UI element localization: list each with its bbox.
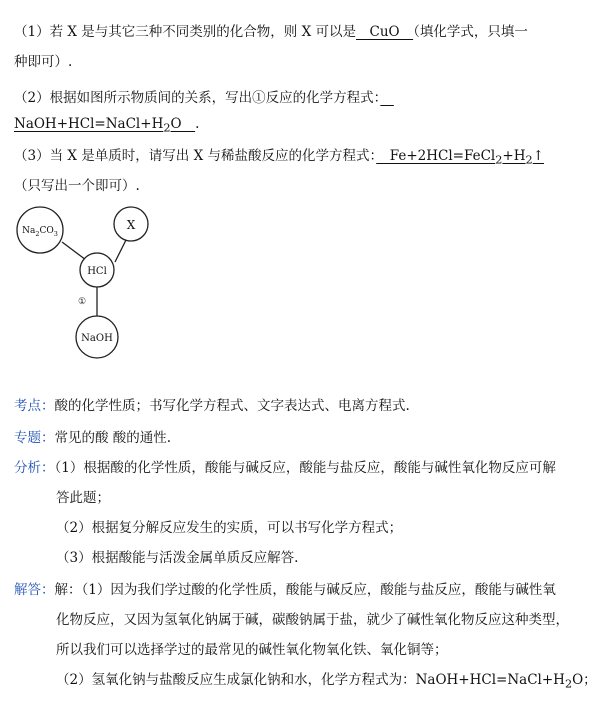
jieda-line3: 所以我们可以选择学过的最常见的碱性氧化物氧化铁、氧化铜等；: [56, 642, 448, 658]
jieda-line2: 化物反应，又因为氢氧化钠属于碱，碳酸钠属于盐，就少了碱性氧化物反应这种类型，: [56, 612, 569, 628]
jieda-line4: [56, 670, 597, 695]
jieda-text-4-end: O；: [572, 672, 597, 688]
jieda-line1: [14, 580, 556, 600]
label-na2co3: $Na_2CO_3$: [22, 226, 58, 238]
label-x: X: [126, 218, 136, 232]
kaodian-label: 考点：: [14, 398, 55, 414]
zhuanti-line: [14, 428, 171, 448]
q1-text: （1）若 X 是与其它三种不同类别的化合物，则 X 可以是: [14, 24, 356, 40]
q3-text: （3）当 X 是单质时，请写出 X 与稀盐酸反应的化学方程式：: [14, 148, 377, 164]
reaction-diagram: [10, 200, 180, 360]
label-hcl: HCl: [87, 266, 107, 277]
q2-eq-sub: 2: [163, 121, 171, 135]
q2-line1: [14, 88, 394, 108]
fenxi-text-1: （1）根据酸的化学性质，酸能与碱反应，酸能与盐反应，酸能与碱性氧化物反应可解: [54, 460, 556, 476]
q3-eq2: +H: [502, 148, 526, 164]
q3-line1: [14, 146, 544, 171]
q1-answer: CuO: [355, 24, 414, 40]
q2-blank-lead: [380, 90, 394, 106]
q3-sub1: 2: [495, 153, 503, 167]
reaction-mark: ①: [77, 297, 87, 307]
fenxi-label: 分析：: [14, 460, 55, 476]
zhuanti-label: 专题：: [14, 430, 55, 446]
kaodian-line: [14, 396, 410, 416]
q3-line2: （只写出一个即可）.: [14, 178, 140, 194]
jieda-text-4: （2）氢氧化钠与盐酸反应生成氯化钠和水，化学方程式为：NaOH+HCl=NaCl+H: [56, 672, 565, 688]
q1-text-b: （填化学式，只填一: [413, 24, 528, 40]
fenxi-line1: [14, 458, 556, 478]
q3-sub2: 2: [525, 153, 533, 167]
jieda-text-4-sub: 2: [564, 677, 573, 691]
jieda-text-1: 解：（1）因为我们学过酸的化学性质，酸能与碱反应，酸能与盐反应，酸能与碱性氧: [54, 582, 556, 598]
zhuanti-text: 常见的酸 酸的通性.: [54, 430, 172, 446]
fenxi-line2: 答此题；: [56, 490, 110, 506]
q2-line2: [14, 114, 199, 139]
q1-line1: [14, 22, 528, 42]
q1-line2: 种即可）.: [14, 54, 73, 70]
q2-text: （2）根据如图所示物质间的关系，写出①反应的化学方程式：: [14, 90, 381, 106]
q2-answer: [14, 116, 196, 135]
fenxi-line4: （3）根据酸能与活泼金属单质反应解答.: [56, 550, 299, 566]
q2-eq-end: O: [170, 116, 196, 132]
q2-end: .: [195, 116, 200, 132]
label-naoh: NaOH: [81, 333, 113, 344]
jieda-label: 解答：: [14, 582, 55, 598]
link-x-hcl: [115, 240, 126, 262]
q3-answer: [376, 148, 544, 167]
kaodian-text: 酸的化学性质；书写化学方程式、文字表达式、电离方程式.: [54, 398, 410, 414]
q2-eq: NaOH+HCl=NaCl+H: [14, 116, 164, 132]
q3-eq3: ↑: [532, 148, 544, 164]
fenxi-line3: （2）根据复分解反应发生的实质，可以书写化学方程式；: [56, 520, 403, 536]
q3-eq1: Fe+2HCl=FeCl: [376, 148, 496, 164]
